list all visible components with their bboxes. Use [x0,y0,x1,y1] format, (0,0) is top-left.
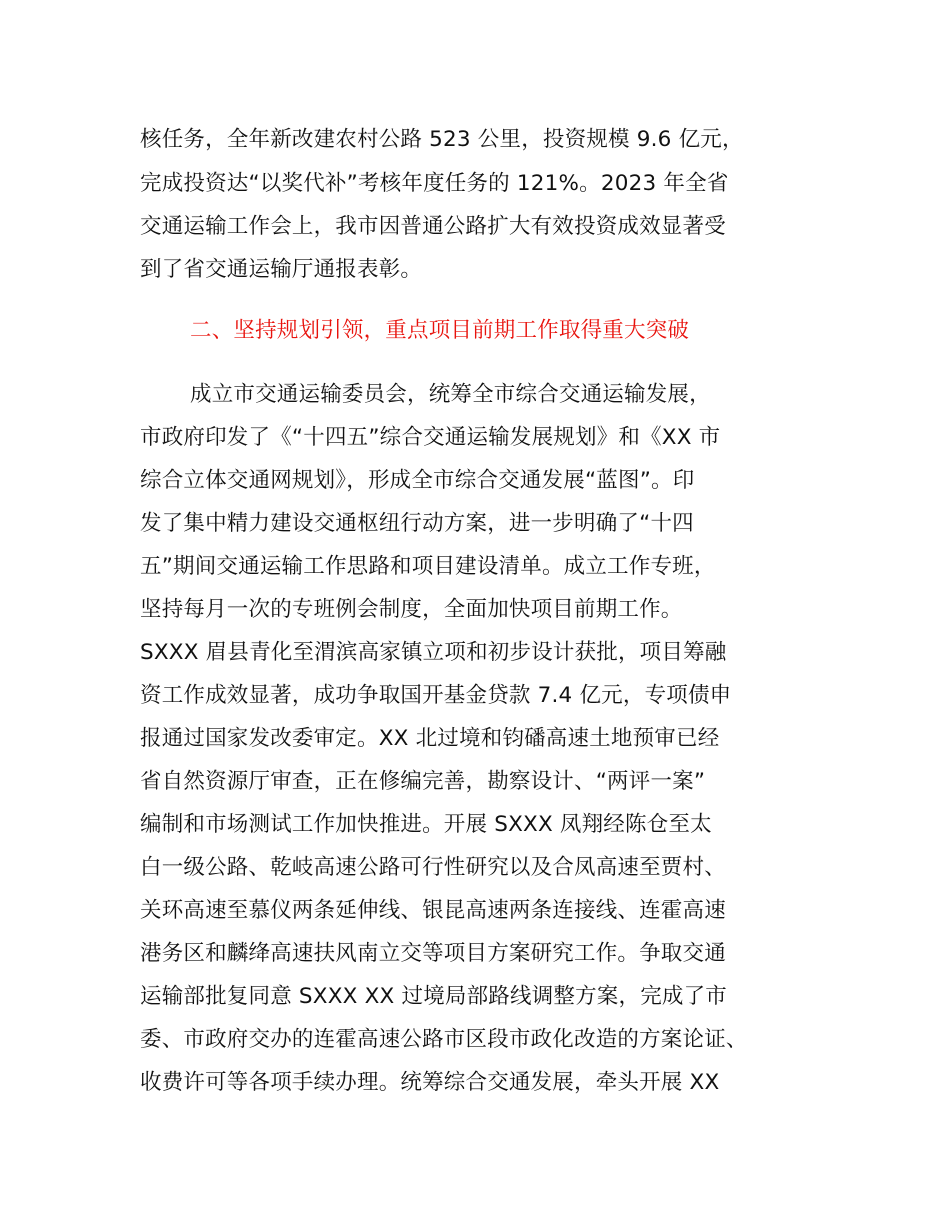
text-line: 综合立体交通网规划》，形成全市综合交通发展“蓝图”。印 [140,468,695,493]
text-line: 报通过国家发改委审定。XX 北过境和钧磻高速土地预审已经 [140,726,720,751]
text-line: 五”期间交通运输工作思路和项目建设清单。成立工作专班， [140,554,716,579]
text-line: 完成投资达“以奖代补”考核年度任务的 121%。2023 年全省 [140,171,729,196]
text-line: 运输部批复同意 SXXX XX 过境局部路线调整方案，完成了市 [140,984,727,1009]
text-line: SXXX 眉县青化至渭滨高家镇立项和初步设计获批，项目筹融 [140,640,727,665]
text-line: 坚持每月一次的专班例会制度，全面加快项目前期工作。 [140,597,683,622]
text-line: 成立市交通运输委员会，统筹全市综合交通运输发展， [190,382,711,407]
text-line: 资工作成效显著，成功争取国开基金贷款 7.4 亿元，专项债申 [140,683,732,708]
text-line: 关环高速至慕仪两条延伸线、银昆高速两条连接线、连霍高速 [140,898,726,923]
text-line: 到了省交通运输厅通报表彰。 [140,257,423,282]
text-line: 市政府印发了《“十四五”综合交通运输发展规划》和《XX 市 [140,425,721,450]
text-line: 编制和市场测试工作加快推进。开展 SXXX 凤翔经陈仓至太 [140,812,712,837]
text-line: 交通运输工作会上，我市因普通公路扩大有效投资成效显著受 [140,214,726,239]
text-line: 收费许可等各项手续办理。统筹综合交通发展，牵头开展 XX [140,1070,720,1095]
text-line: 省自然资源厅审查，正在修编完善，勘察设计、“两评一案” [140,769,706,794]
text-line: 核任务，全年新改建农村公路 523 公里，投资规模 9.6 亿元， [140,127,744,152]
text-line: 港务区和麟绛高速扶风南立交等项目方案研究工作。争取交通 [140,941,726,966]
text-line: 白一级公路、乾岐高速公路可行性研究以及合凤高速至贾村、 [140,855,726,880]
section-heading: 二、坚持规划引领，重点项目前期工作取得重大突破 [190,318,690,343]
text-line: 发了集中精力建设交通枢纽行动方案，进一步明确了“十四 [140,511,694,536]
text-line: 委、市政府交办的连霍高速公路市区段市政化改造的方案论证、 [140,1027,748,1052]
